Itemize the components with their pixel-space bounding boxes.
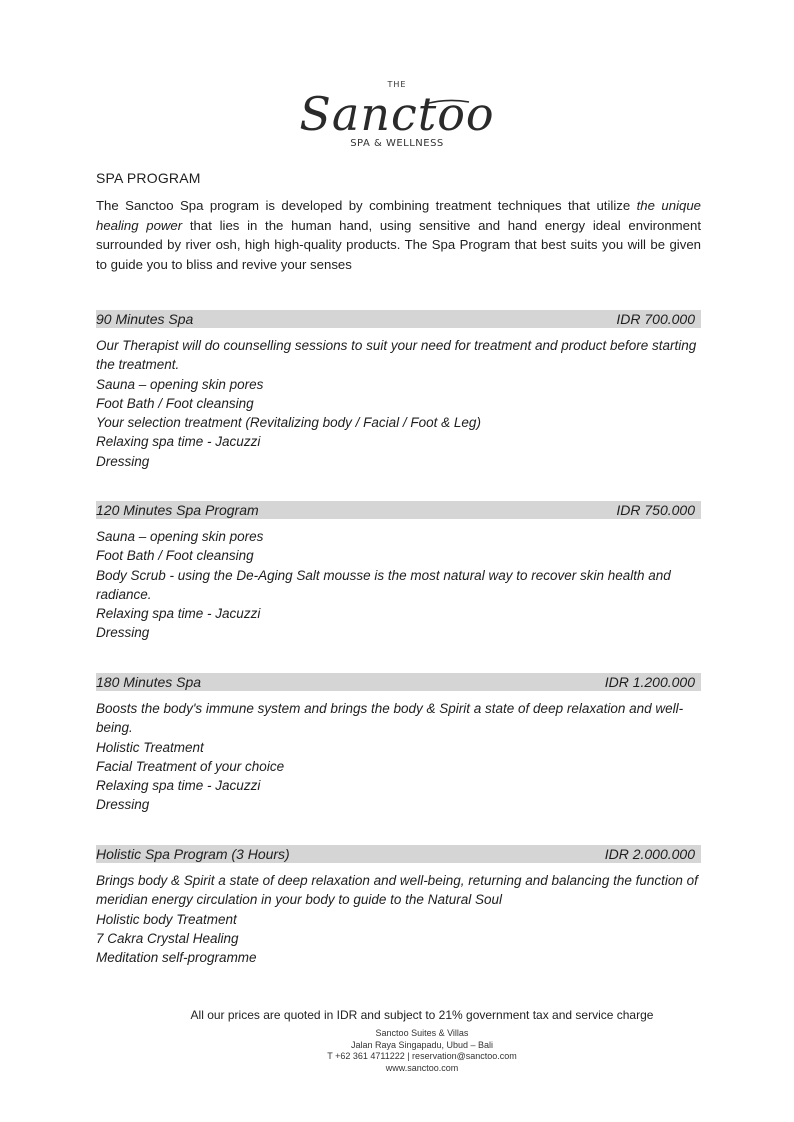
program-detail-line: Dressing	[96, 625, 150, 641]
program-header	[96, 501, 701, 519]
program-header	[96, 673, 701, 691]
program-section	[96, 673, 701, 815]
footer-address: Jalan Raya Singapadu, Ubud – Bali	[350, 1039, 494, 1050]
program-name: 120 Minutes Spa Program	[96, 502, 259, 518]
program-detail-line: Relaxing spa time - Jacuzzi	[96, 434, 261, 450]
logo-subtitle: SPA & WELLNESS	[350, 138, 444, 149]
footer-company: Sanctoo Suites & Villas	[375, 1028, 469, 1038]
footer	[0, 1008, 794, 1074]
price-disclaimer: All our prices are quoted in IDR and subject to 21% government tax and service charge	[190, 1008, 654, 1022]
program-detail-line: Body Scrub - using the De-Aging Salt mousse is the most natural way to recover skin health and radiance.	[96, 567, 671, 602]
program-detail-line: Sauna – opening skin pores	[96, 529, 264, 544]
program-header	[96, 845, 701, 863]
program-detail-line: Relaxing spa time - Jacuzzi	[96, 606, 261, 622]
logo	[0, 80, 794, 149]
program-detail-line: Relaxing spa time - Jacuzzi	[96, 778, 261, 794]
program-price: IDR 1.200.000	[604, 674, 695, 690]
page-title: SPA PROGRAM	[96, 170, 201, 186]
program-price: IDR 750.000	[616, 502, 695, 518]
program-details	[96, 527, 701, 643]
intro-emphasis: the unique healing power	[96, 198, 702, 233]
program-price: IDR 700.000	[616, 311, 695, 327]
program-detail-line: Your selection treatment (Revitalizing body / Facial / Foot & Leg)	[96, 415, 481, 431]
program-detail-line: Sauna – opening skin pores	[96, 376, 264, 392]
program-detail-line: Dressing	[96, 453, 150, 469]
program-details	[96, 699, 701, 815]
program-detail-line: Holistic Treatment	[96, 739, 204, 755]
intro-paragraph	[96, 196, 701, 274]
program-detail-line: Our Therapist will do counselling sessions to suit your need for treatment and product before starting the treatment.	[96, 338, 697, 373]
program-detail-line: Meditation self-programme	[96, 950, 257, 966]
program-detail-line: Foot Bath / Foot cleansing	[96, 395, 254, 411]
intro-part2: that lies in the human hand, using sensitive and hand energy ideal environment surrounded by river osh, high high-quality products. The Spa Program that best suits you will be given to guide you to bliss and revive your senses	[96, 217, 702, 272]
program-price: IDR 2.000.000	[604, 846, 695, 862]
program-details	[96, 871, 701, 967]
program-section	[96, 501, 701, 643]
program-detail-line: Dressing	[96, 797, 150, 813]
program-name: Holistic Spa Program (3 Hours)	[96, 846, 290, 862]
program-detail-line: Boosts the body's immune system and brings the body & Spirit a state of deep relaxation and well-being.	[96, 701, 684, 736]
footer-website: www.sanctoo.com	[385, 1062, 459, 1073]
program-name: 90 Minutes Spa	[96, 311, 194, 327]
logo-name-text: Sanctoo	[299, 90, 495, 140]
program-detail-line: Foot Bath / Foot cleansing	[96, 548, 254, 564]
program-details	[96, 336, 701, 471]
intro-part1: The Sanctoo Spa program is developed by combining treatment techniques that utilize	[96, 198, 637, 213]
program-name: 180 Minutes Spa	[96, 674, 202, 690]
program-header	[96, 310, 701, 328]
logo-the-text: THE	[387, 80, 407, 89]
program-detail-line: Holistic body Treatment	[96, 911, 237, 927]
footer-contact: T +62 361 4711222 | reservation@sanctoo.com	[327, 1051, 517, 1061]
program-section	[96, 845, 701, 967]
program-detail-line: 7 Cakra Crystal Healing	[96, 930, 239, 946]
program-detail-line: Facial Treatment of your choice	[96, 758, 285, 774]
program-section	[96, 310, 701, 471]
program-detail-line: Brings body & Spirit a state of deep relaxation and well-being, returning and balancing the function of meridian energy circulation in your body to guide to the Natural Soul	[96, 873, 698, 908]
logo-wordmark	[297, 90, 497, 140]
